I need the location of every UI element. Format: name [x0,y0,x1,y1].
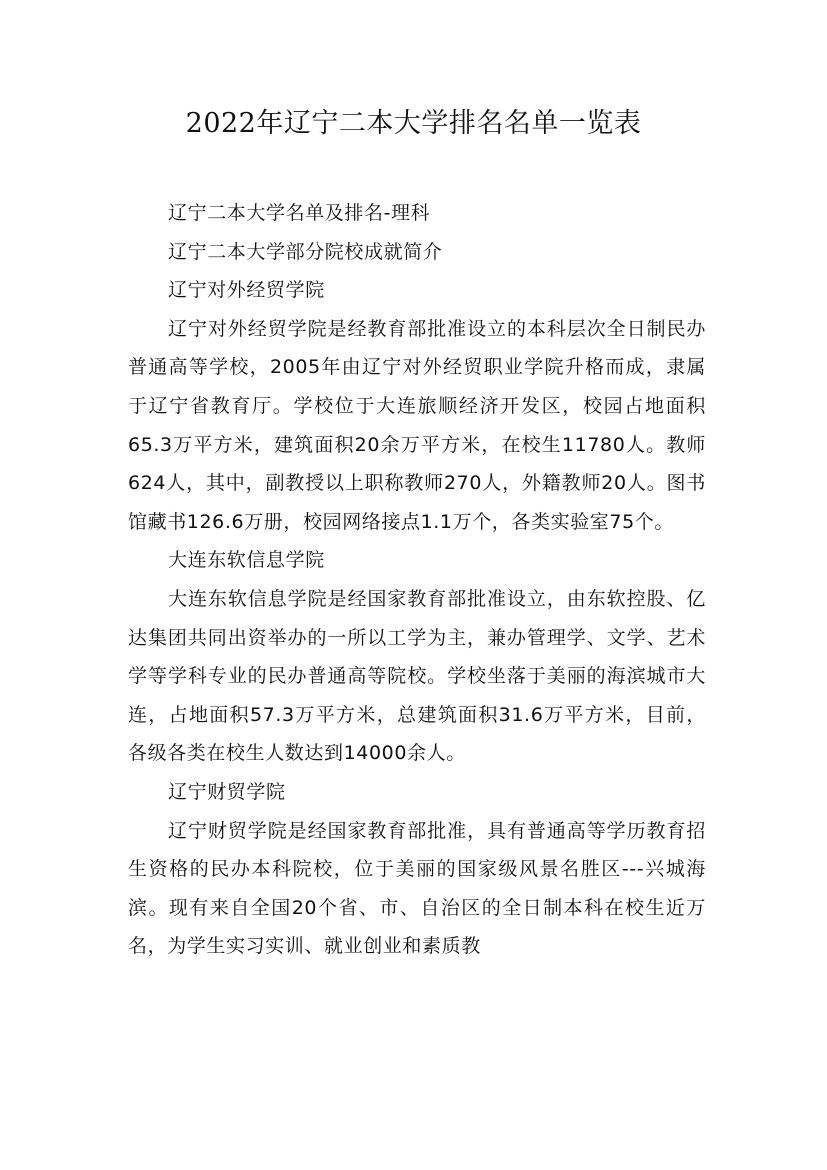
section-body-liaoning-finance-trade: 辽宁财贸学院是经国家教育部批准，具有普通高等学历教育招生资格的民办本科院校，位于美丽的国家级风景名胜区---兴城海滨。现有来自全国20个省、市、自治区的全日制本科在校生近万名，为学生实习实训、就业创业和素质教 [128,819,706,958]
section-body-dalian-neusoft: 大连东软信息学院是经国家教育部批准设立，由东软控股、亿达集团共同出资举办的一所以工学为主，兼办管理学、文学、艺术学等学科专业的民办普通高等院校。学校坐落于美丽的海滨城市大连，占地面积57.3万平方米，总建筑面积31.6万平方米，目前，各级各类在校生人数达到14000余人。 [128,587,706,765]
heading-ranking-list: 辽宁二本大学名单及排名-理科 [168,202,431,224]
section-heading-liaoning-foreign-trade: 辽宁对外经贸学院 [168,279,325,302]
section-heading-dalian-neusoft: 大连东软信息学院 [168,549,325,572]
heading-school-intro: 辽宁二本大学部分院校成就简介 [168,240,443,263]
document-title: 2022年辽宁二本大学排名名单一览表 [185,108,642,139]
section-heading-liaoning-finance-trade: 辽宁财贸学院 [168,780,286,803]
document-body [128,194,706,966]
section-body-liaoning-foreign-trade: 辽宁对外经贸学院是经教育部批准设立的本科层次全日制民办普通高等学校，2005年由辽宁对外经贸职业学院升格而成，隶属于辽宁省教育厅。学校位于大连旅顺经济开发区，校园占地面积65.3万平方米，建筑面积20余万平方米，在校生11780人。教师624人，其中，副教授以上职称教师270人，外籍教师20人。图书馆藏书126.6万册，校园网络接点1.1万个，各类实验室75个。 [128,317,706,533]
